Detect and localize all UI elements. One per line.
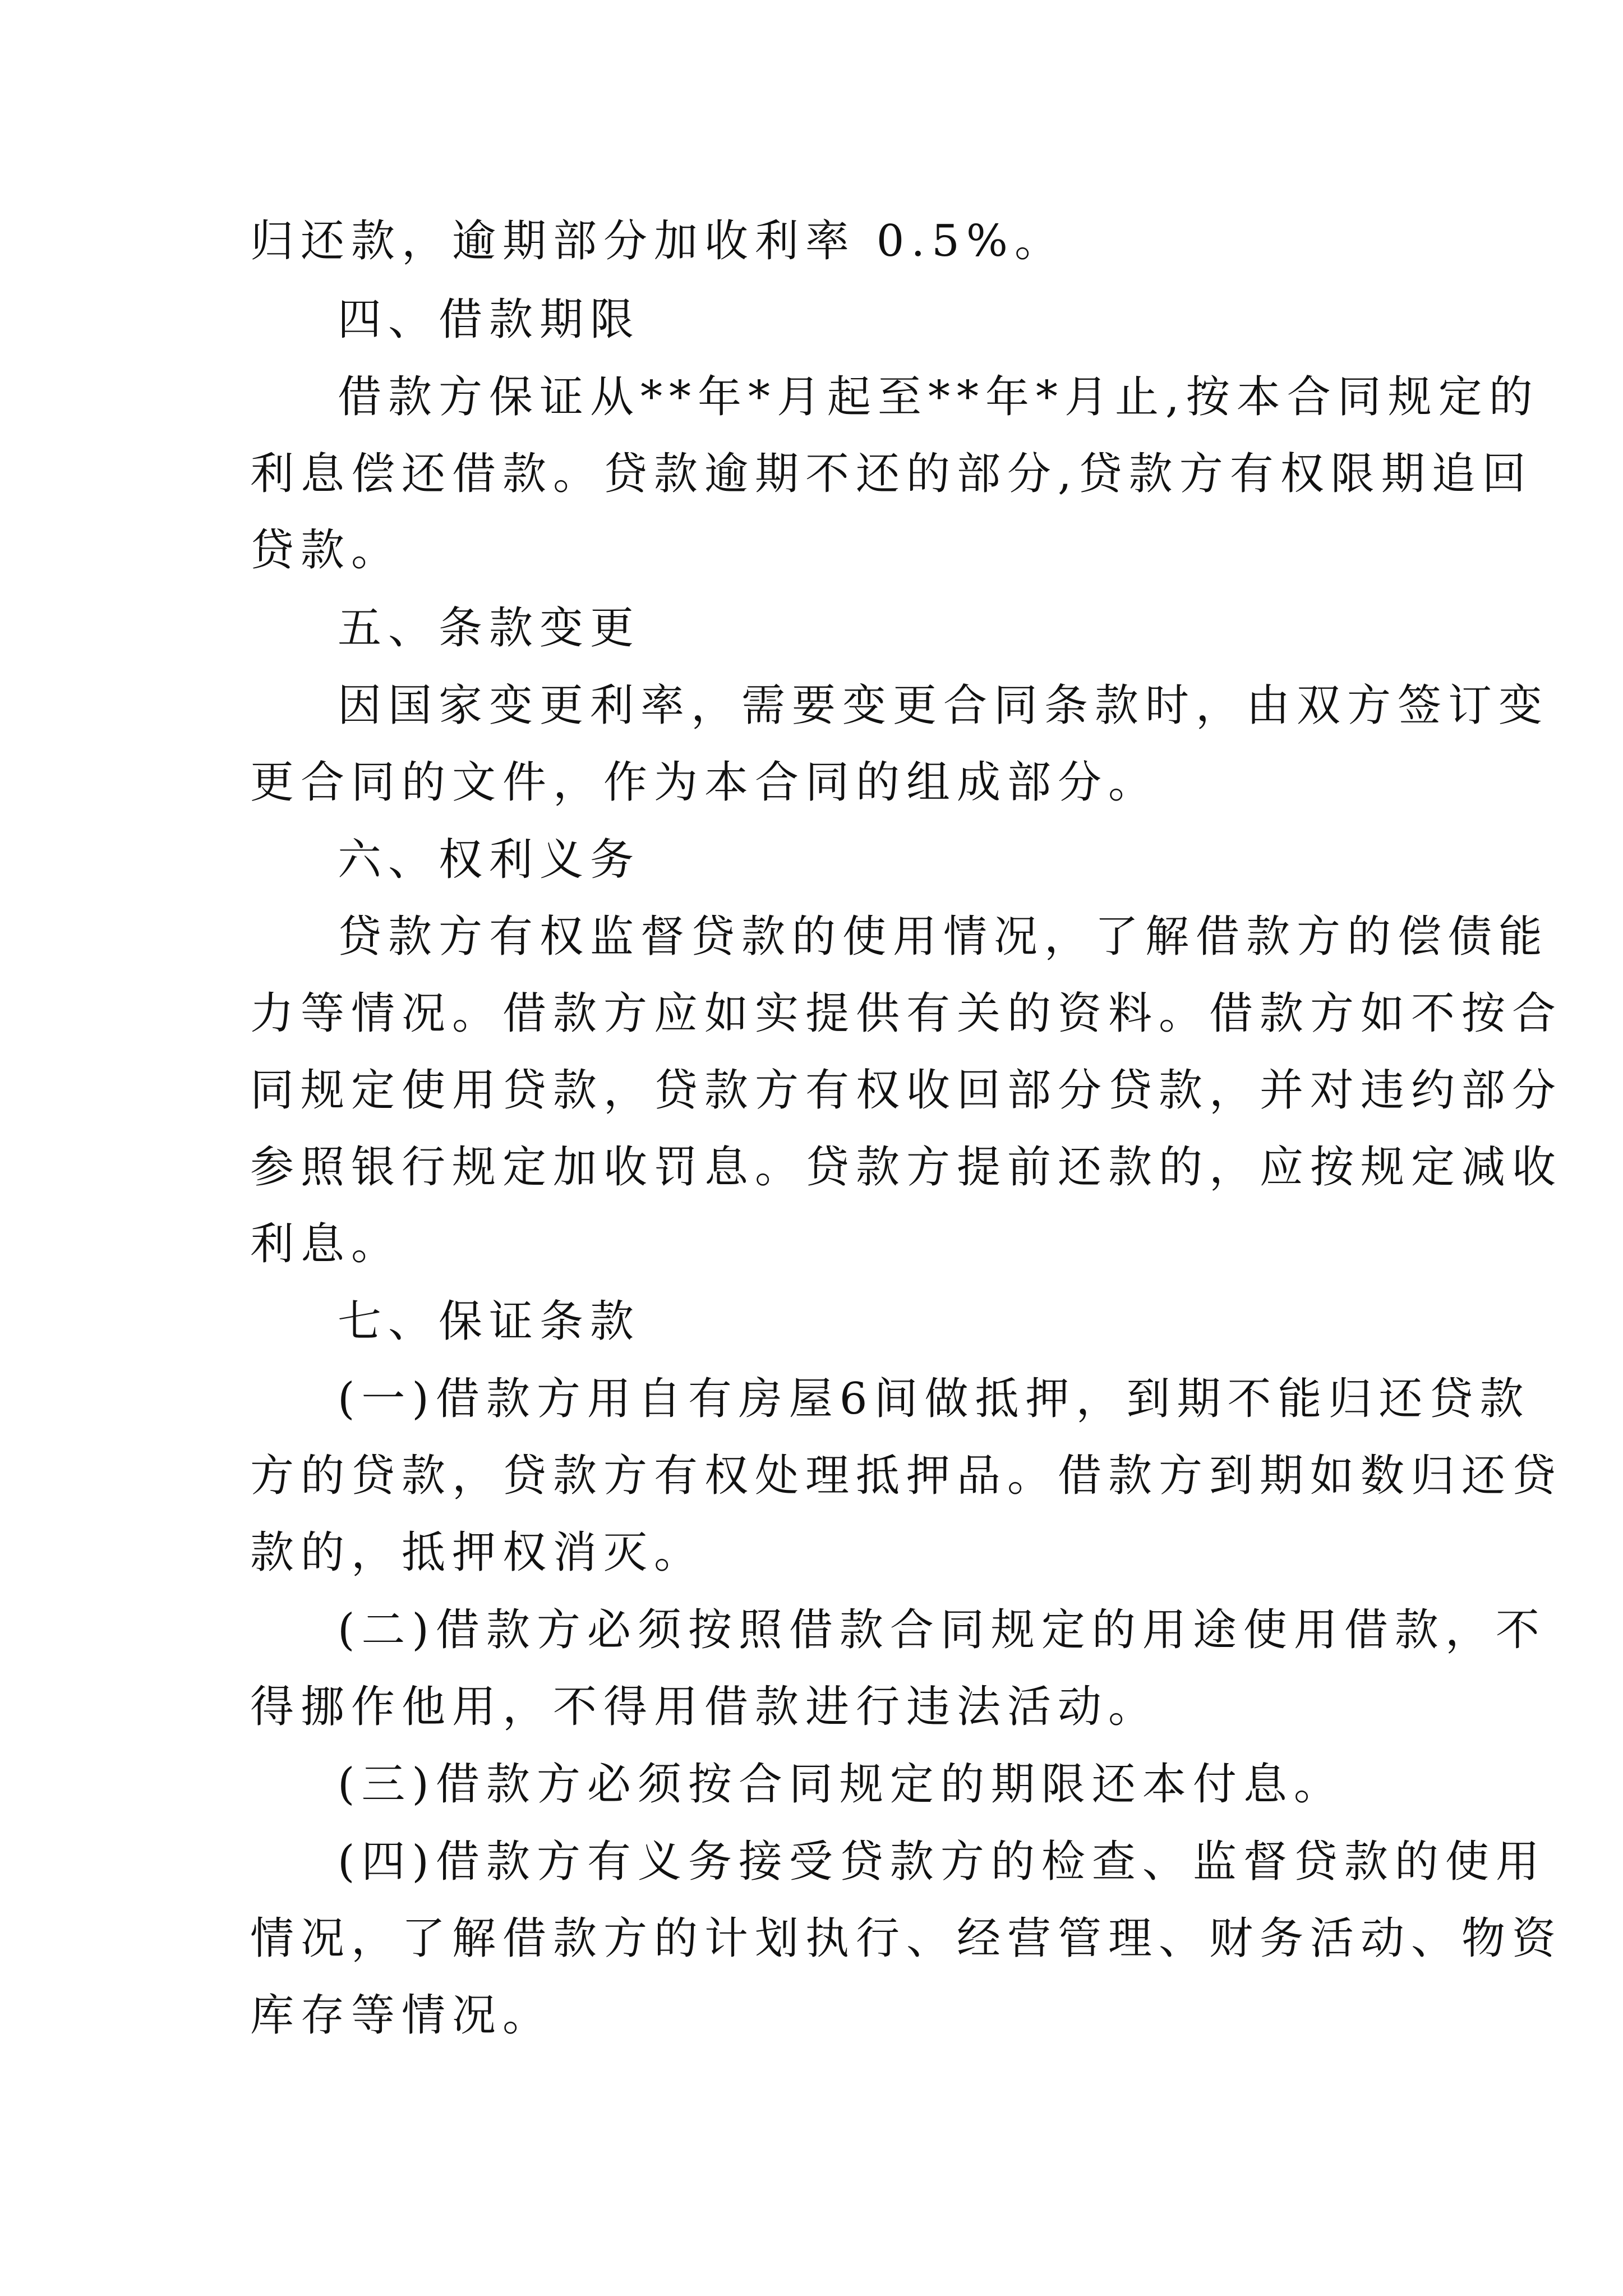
section-heading-loan-term: 四、借款期限 <box>338 295 641 345</box>
paragraph-line: 归还款，逾期部分加收利率 0.5%。 <box>250 216 1065 266</box>
paragraph-line: 方的贷款，贷款方有权处理抵押品。借款方到期如数归还贷 <box>250 1451 1563 1501</box>
paragraph-line: 得挪作他用，不得用借款进行违法活动。 <box>250 1682 1159 1732</box>
paragraph-line: 利息。 <box>250 1219 402 1269</box>
paragraph-line: 库存等情况。 <box>250 1990 554 2041</box>
section-heading-rights-obligations: 六、权利义务 <box>338 835 641 885</box>
section-heading-guarantee-clauses: 七、保证条款 <box>338 1296 641 1347</box>
paragraph-line: 贷款方有权监督贷款的使用情况，了解借款方的偿债能 <box>338 912 1550 962</box>
paragraph-line: (四)借款方有义务接受贷款方的检查、监督贷款的使用 <box>338 1837 1546 1887</box>
section-heading-clause-changes: 五、条款变更 <box>338 603 641 654</box>
paragraph-line: (一)借款方用自有房屋6间做抵押，到期不能归还贷款 <box>338 1374 1530 1424</box>
paragraph-line: 参照银行规定加收罚息。贷款方提前还款的，应按规定减收 <box>250 1142 1563 1193</box>
paragraph-line: 更合同的文件，作为本合同的组成部分。 <box>250 757 1159 808</box>
paragraph-line: 利息偿还借款。贷款逾期不还的部分,贷款方有权限期追回 <box>250 449 1533 499</box>
paragraph-line: (二)借款方必须按照借款合同规定的用途使用借款，不 <box>338 1605 1546 1655</box>
paragraph-line: 款的，抵押权消灭。 <box>250 1527 705 1578</box>
paragraph-line: 因国家变更利率，需要变更合同条款时，由双方签订变 <box>338 680 1550 731</box>
paragraph-line: 情况，了解借款方的计划执行、经营管理、财务活动、物资 <box>250 1913 1563 1964</box>
paragraph-line: 力等情况。借款方应如实提供有关的资料。借款方如不按合 <box>250 988 1563 1039</box>
paragraph-line: (三)借款方必须按合同规定的期限还本付息。 <box>338 1759 1344 1810</box>
paragraph-line: 同规定使用贷款，贷款方有权收回部分贷款，并对违约部分 <box>250 1065 1563 1116</box>
paragraph-line: 贷款。 <box>250 525 402 576</box>
paragraph-line: 借款方保证从**年*月起至**年*月止,按本合同规定的 <box>338 372 1539 422</box>
